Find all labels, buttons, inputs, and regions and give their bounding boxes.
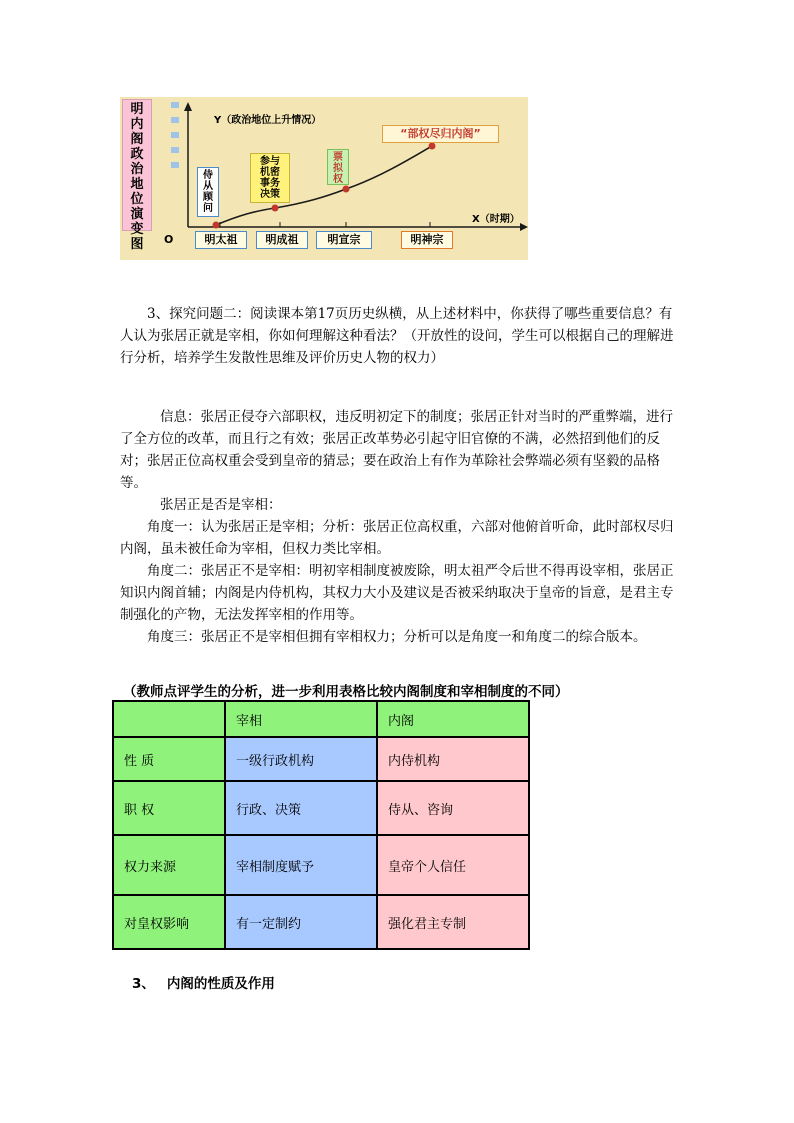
node-text: 侍: [203, 170, 213, 181]
node-drafting-power: [327, 149, 349, 185]
origin-label: O: [164, 233, 174, 246]
y-axis-arrow: [184, 102, 192, 111]
title-char: 地: [130, 177, 144, 192]
node-text: 票: [333, 152, 343, 163]
curve-point: [343, 186, 350, 193]
node-text: 问: [203, 203, 213, 214]
node-attendant-advisor: [197, 167, 219, 217]
angle-three-text: 角度三：张居正不是宰相但拥有宰相权力；分析可以是角度一和角度二的综合版本。: [147, 629, 647, 645]
table-header-cell: 宰相: [225, 701, 377, 737]
node-text: 事务: [260, 178, 280, 189]
status-curve: [216, 146, 432, 225]
title-char: 演: [130, 207, 144, 222]
node-text: 参与: [260, 156, 280, 167]
table-cell: 宰相制度赋予: [225, 835, 377, 895]
title-char: 明: [130, 102, 144, 117]
node-text: 顾: [203, 192, 213, 203]
table-row: [113, 781, 529, 835]
question-text: 3、探究问题二：阅读课本第17页历史纵横，从上述材料中，你获得了哪些重要信息？有人认为张居正就是宰相，你如何理解这种看法？（开放性的设问，学生可以根据自己的理解进行分析，培养学生发散性思维及评价历史人物的权力）: [120, 306, 674, 366]
section-title: 内阁的性质及作用: [166, 976, 275, 992]
node-text: 机密: [260, 167, 280, 178]
node-text: “部权尽归内阁”: [400, 127, 481, 140]
question-paragraph: [120, 303, 680, 369]
row-label: 对皇权影响: [113, 895, 225, 949]
node-text: 决策: [260, 189, 280, 200]
table-cell: 强化君主专制: [377, 895, 529, 949]
title-char: 政: [130, 147, 144, 162]
title-char: 内: [130, 117, 144, 132]
table-cell: 皇帝个人信任: [377, 835, 529, 895]
angle-two-text: 角度二：张居正不是宰相：明初宰相制度被废除，明太祖严令后世不得再设宰相，张居正知识内阁首辅；内阁是内侍机构，其权力大小及建议是否被采纳取决于皇帝的旨意，是君主专制强化的产物，无法发挥宰相的作用等。: [120, 563, 674, 623]
node-text: 从: [203, 181, 213, 192]
title-char: 阁: [130, 132, 144, 147]
table-cell: 行政、决策: [225, 781, 377, 835]
table-cell: 一级行政机构: [225, 737, 377, 781]
x-axis-arrow: [520, 223, 528, 231]
node-text: 权: [333, 174, 343, 185]
curve-point: [272, 205, 279, 212]
row-label: 性 质: [113, 737, 225, 781]
emperor-label: 明成祖: [256, 231, 308, 249]
section-number: 3、: [132, 976, 155, 992]
row-label: 权力来源: [113, 835, 225, 895]
x-axis-label: X（时期）: [472, 214, 520, 225]
emperor-label: 明神宗: [401, 231, 453, 249]
table-row: [113, 895, 529, 949]
toolbar-glyph: [171, 162, 179, 168]
table-cell: [113, 701, 225, 737]
toolbar-glyph: [171, 147, 179, 153]
angle-one-text: 角度一：认为张居正是宰相；分析：张居正位高权重，六部对他俯首听命，此时部权尽归内阁，虽未被任命为宰相，但权力类比宰相。: [120, 519, 674, 557]
analysis-block: [120, 406, 680, 648]
table-row: [113, 737, 529, 781]
toolbar-glyph: [171, 102, 179, 108]
emperor-label: 明太祖: [195, 231, 247, 249]
toolbar-glyph: [171, 117, 179, 123]
cabinet-status-figure: [120, 97, 528, 260]
title-char: 治: [130, 162, 144, 177]
table-header-row: [113, 701, 529, 737]
row-label: 职 权: [113, 781, 225, 835]
table-cell: 有一定制约: [225, 895, 377, 949]
title-char: 变: [130, 222, 144, 237]
title-char: 位: [130, 192, 144, 207]
toolbar-glyph: [171, 132, 179, 138]
comparison-table: [112, 700, 530, 950]
node-participate-decisions: [250, 153, 290, 203]
table-header-cell: 内阁: [377, 701, 529, 737]
teacher-note: （教师点评学生的分析，进一步利用表格比较内阁制度和宰相制度的不同）: [123, 684, 569, 700]
node-all-power-to-cabinet: [382, 125, 499, 143]
table-cell: 内侍机构: [377, 737, 529, 781]
info-text: 信息：张居正侵夺六部职权，违反明初定下的制度；张居正针对当时的严重弊端，进行了全方位的改革，而且行之有效；张居正改革势必引起守旧官僚的不满，必然招到他们的反对；张居正位高权重会受到皇帝的猜忌；要在政治上有作为革除社会弊端必须有坚毅的品格等。: [120, 409, 673, 491]
y-axis-label: Y（政治地位上升情况）: [214, 115, 322, 126]
table-row: [113, 835, 529, 895]
node-text: 拟: [333, 163, 343, 174]
table-cell: 侍从、咨询: [377, 781, 529, 835]
curve-point: [429, 143, 436, 150]
curve-point: [213, 222, 220, 229]
prime-minister-question: 张居正是否是宰相：: [160, 497, 282, 513]
emperor-label: 明宣宗: [316, 231, 372, 249]
title-char: 图: [130, 237, 144, 252]
section-heading: [132, 972, 275, 992]
figure-vertical-title: [122, 99, 152, 252]
